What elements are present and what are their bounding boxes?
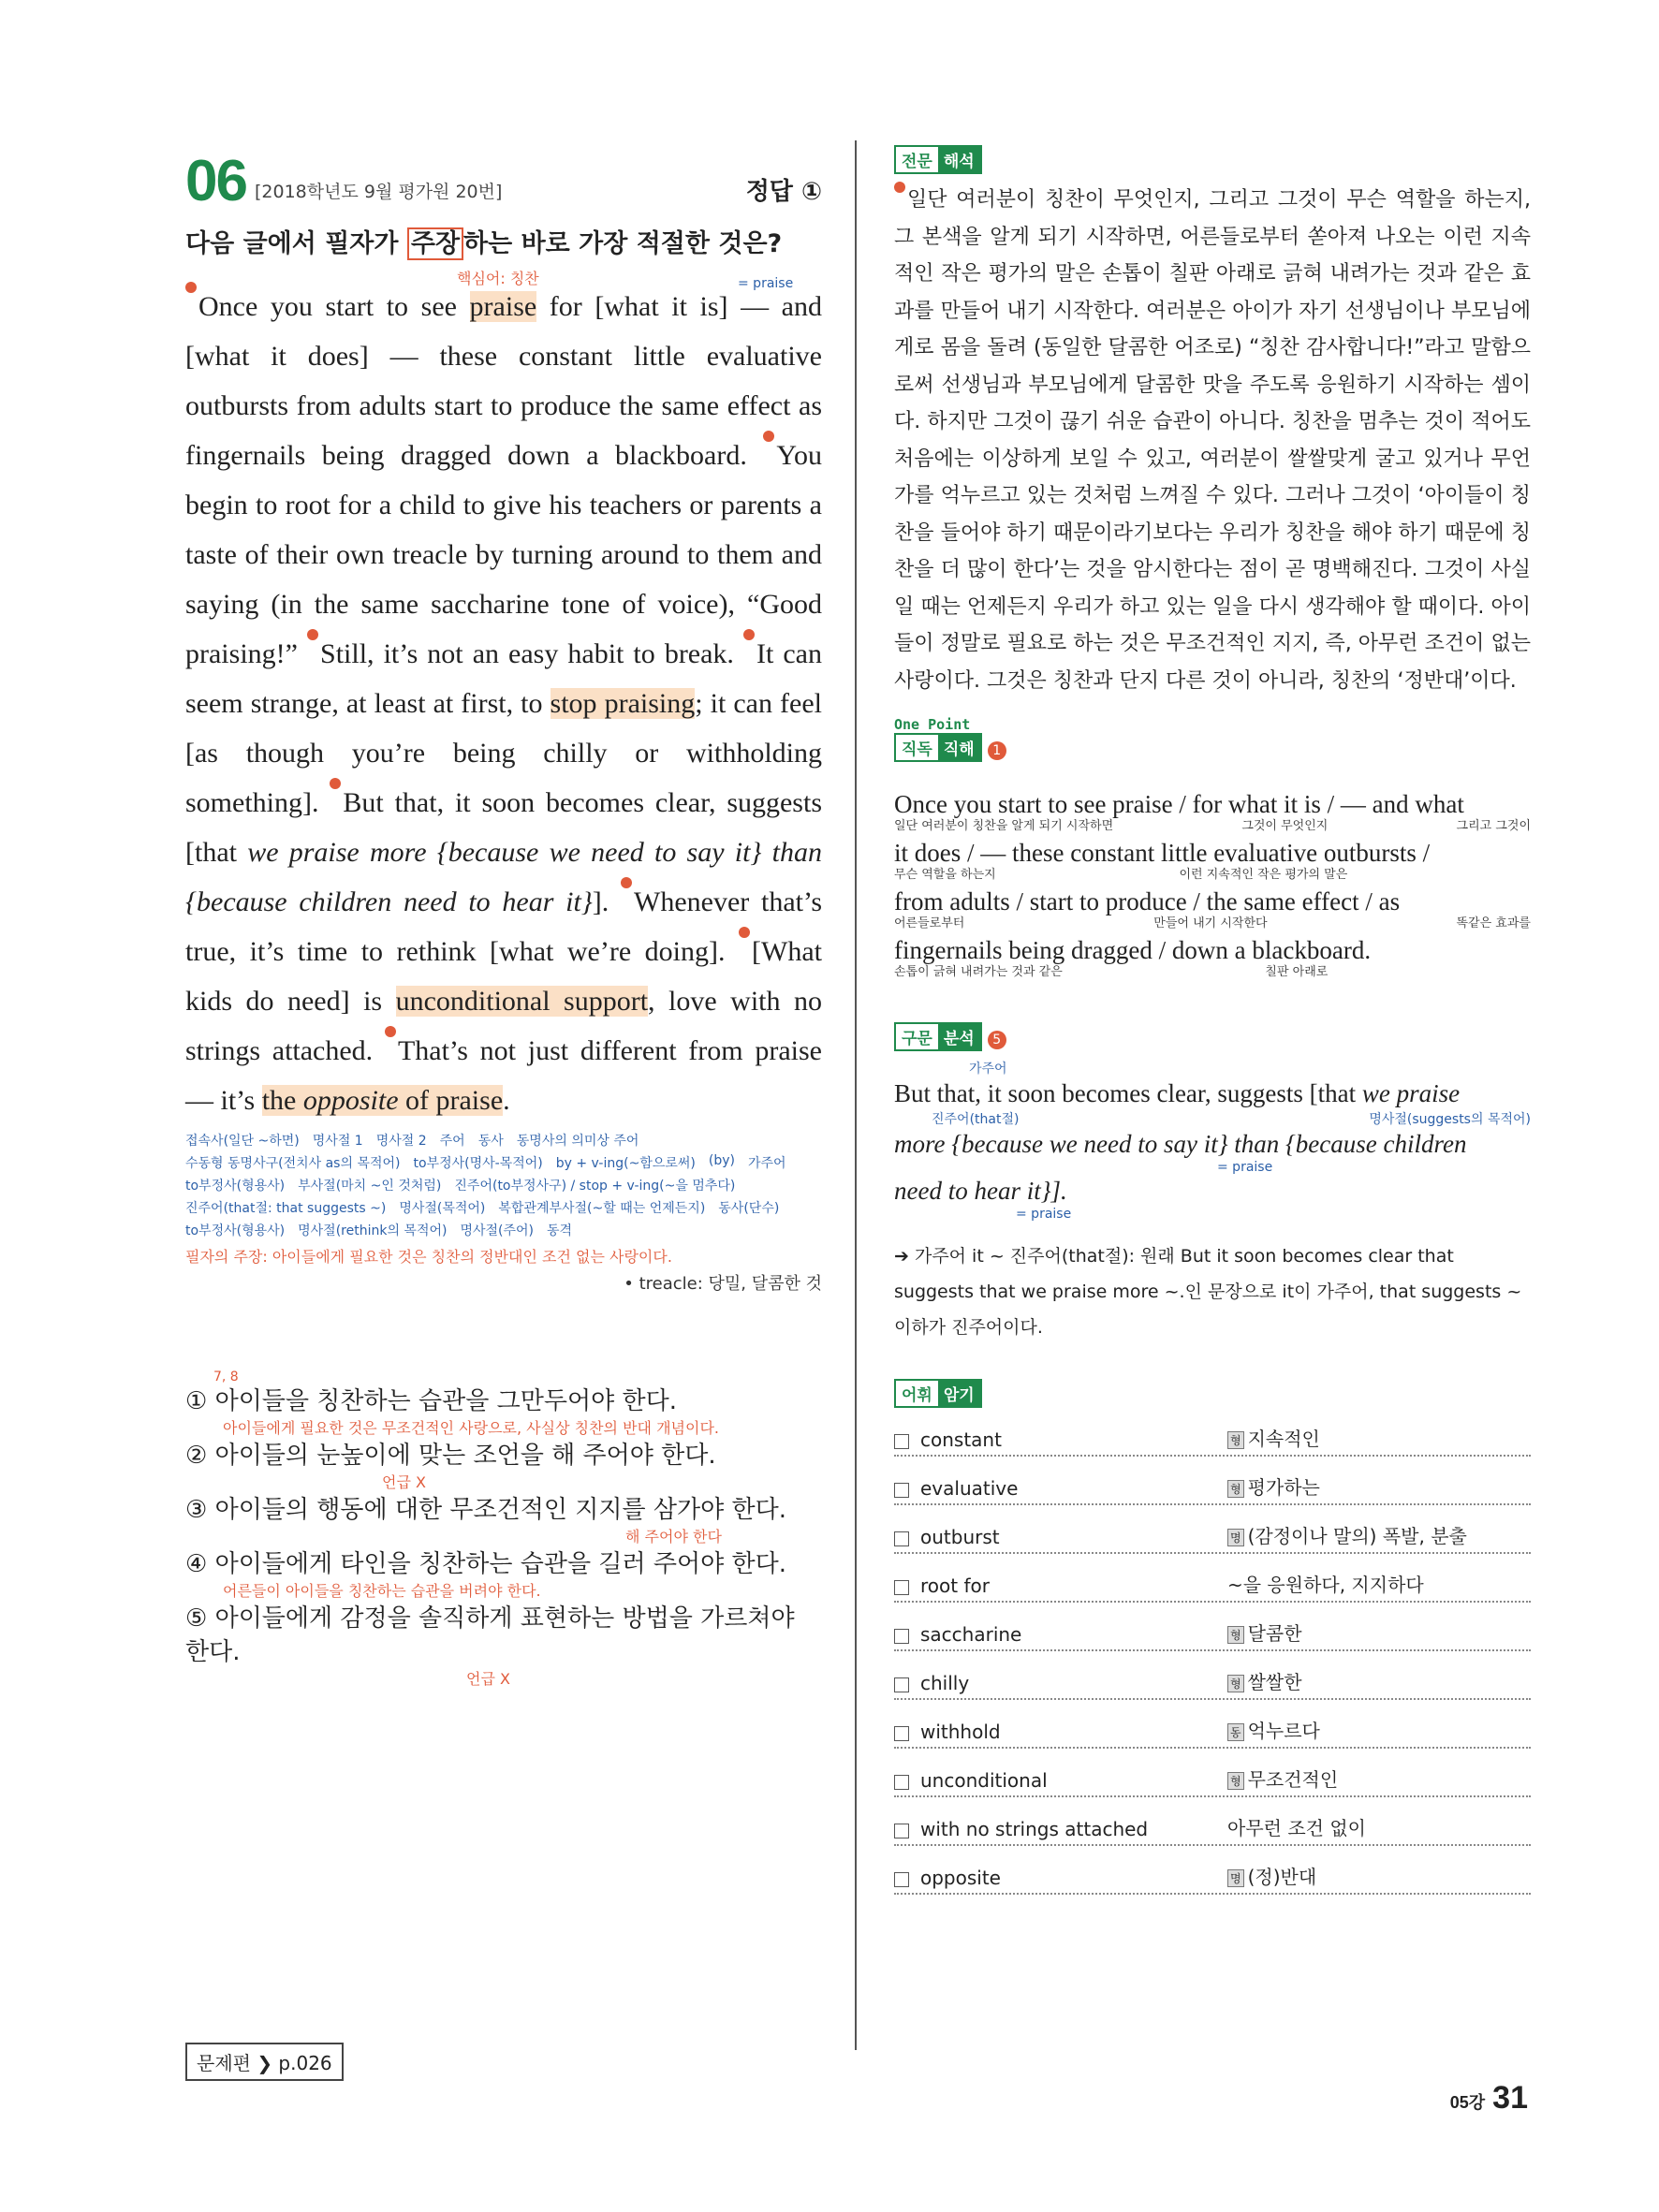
analysis-line-1: But that, it soon becomes clear, suggests [that we praise — [894, 1079, 1461, 1107]
vocab-word-text: with no strings attached — [920, 1818, 1149, 1840]
checkbox-icon[interactable] — [894, 1677, 909, 1692]
analysis-gloss-3: = praise — [1016, 1207, 1072, 1222]
anno-noun-clause2: 명사절 2 — [375, 1134, 427, 1149]
gloss-text: 그리고 그것이 — [1456, 819, 1531, 833]
direct-line: from adults / start to produce / the same effect / as — [894, 887, 1401, 916]
sentence-marker-icon — [330, 778, 341, 789]
sentence-marker-icon — [307, 629, 318, 640]
direct-gloss — [894, 916, 1531, 936]
part-of-speech-badge: 명 — [1227, 1529, 1244, 1546]
problem-page-link[interactable]: 문제편 ❯ p.026 — [185, 2043, 344, 2081]
choice-1-note: 아이들에게 필요한 것은 무조건적인 사랑으로, 사실상 칭찬의 반대 개념이다. — [223, 1419, 719, 1437]
direct-gloss — [894, 964, 1531, 985]
vocab-row — [894, 1408, 1531, 1457]
anno-to-inf-adj2: to부정사(형용사) — [185, 1223, 286, 1238]
part-of-speech-badge: 형 — [1227, 1626, 1244, 1644]
sentence-marker-icon — [743, 629, 755, 640]
anno-to-inf-noun: to부정사(명사-목적어) — [413, 1156, 543, 1171]
eq-praise-note: = praise — [738, 276, 794, 291]
vocab-row — [894, 1505, 1531, 1554]
analysis-explanation: ➔ 가주어 it ~ 진주어(that절): 원래 But it soon becomes clear that suggests that we praise more ~.인 문장으로 it이 가주어, that suggests ~ 이하가 진주어이다. — [894, 1246, 1522, 1338]
vocab-word-text: chilly — [920, 1672, 970, 1694]
checkbox-icon[interactable] — [894, 1483, 909, 1498]
anno-fake-subject: 가주어 — [748, 1156, 786, 1171]
one-point-label: One Point — [894, 716, 971, 733]
vocab-word — [894, 1721, 1227, 1743]
translation-tag: 전문 해석 — [894, 145, 982, 174]
vocab-word-text: constant — [920, 1428, 1002, 1451]
vocab-meaning-text: ~을 응원하다, 지지하다 — [1227, 1574, 1424, 1596]
vocab-meaning — [1227, 1716, 1320, 1743]
anno-noun-rethink: 명사절(rethink의 목적어) — [298, 1223, 448, 1238]
author-claim-note: 필자의 주장: 아이들에게 필요한 것은 칭찬의 정반대인 조건 없는 사랑이다. — [185, 1248, 672, 1266]
vocab-row — [894, 1603, 1531, 1651]
vocab-list — [894, 1408, 1531, 1895]
question-number: 06 — [185, 149, 246, 213]
anno-passive-gerund: 수동형 동명사구(전치사 as의 목적어) — [185, 1156, 401, 1171]
grammar-annotations — [185, 1131, 822, 1239]
italic-clause: we praise more {because we need to say it} than {because children need to hear it} — [185, 837, 822, 917]
vocab-word-text: unconditional — [920, 1769, 1048, 1792]
gloss-text: 만들어 내기 시작한다 — [1153, 916, 1268, 930]
column-divider — [855, 140, 857, 2050]
analysis-fake-subject: 가주어 — [969, 1062, 1007, 1077]
vocab-word-text: saccharine — [920, 1623, 1022, 1646]
anno-appositive: 동격 — [547, 1223, 573, 1238]
question-header — [185, 140, 822, 213]
anno-to-inf-adj: to부정사(형용사) — [185, 1179, 286, 1194]
direct-line: Once you start to see praise / for what it is / — and what — [894, 790, 1464, 818]
vocab-row — [894, 1457, 1531, 1505]
anno-real-subject1: 진주어(to부정사구) / stop + v-ing(~을 멈추다) — [454, 1179, 736, 1194]
page-number: 05강 31 — [1449, 2080, 1528, 2116]
anno-noun-subj: 명사절(주어) — [460, 1223, 535, 1238]
vocab-meaning-text: 무조건적인 — [1247, 1768, 1339, 1791]
choice-3[interactable]: ③ 아이들의 행동에 대한 무조건적인 지지를 삼가야 한다. — [185, 1496, 786, 1524]
direct-number-badge: 1 — [988, 741, 1006, 760]
part-of-speech-badge: 동 — [1227, 1723, 1244, 1741]
direct-line: it does / — these constant little evaluative outbursts / — [894, 839, 1431, 867]
vocab-word — [894, 1623, 1227, 1646]
vocab-meaning-text: 달콤한 — [1247, 1622, 1302, 1645]
part-of-speech-badge: 형 — [1227, 1675, 1244, 1692]
checkbox-icon[interactable] — [894, 1434, 909, 1449]
vocab-meaning-text: 평가하는 — [1247, 1476, 1320, 1499]
anno-adv-clause: 부사절(마치 ~인 것처럼) — [298, 1179, 442, 1194]
direct-header — [894, 733, 1531, 762]
part-of-speech-badge: 형 — [1227, 1431, 1244, 1449]
anno-real-subject2: 진주어(that절: that suggests ~) — [185, 1201, 387, 1216]
vocab-row — [894, 1554, 1531, 1603]
core-word-note: 핵심어: 칭찬 — [457, 270, 539, 287]
sentence-marker-icon — [621, 877, 632, 888]
direct-translation — [894, 790, 1531, 985]
anno-by: (by) — [708, 1153, 735, 1168]
vocab-meaning-text: (정)반대 — [1247, 1866, 1317, 1888]
vocab-word — [894, 1575, 1227, 1597]
vocab-meaning — [1227, 1424, 1320, 1451]
analysis-tag: 구문 분석 — [894, 1022, 982, 1051]
highlight-praise: praise — [469, 291, 537, 322]
lesson-label: 05강 — [1449, 2093, 1486, 2112]
vocab-meaning-text: 쌀쌀한 — [1247, 1671, 1302, 1693]
gloss-text: 일단 여러분이 칭찬을 알게 되기 시작하면 — [894, 819, 1114, 833]
choice-1[interactable]: ① 아이들을 칭찬하는 습관을 그만두어야 한다. — [185, 1387, 677, 1415]
anno-gerund-subject: 동명사의 의미상 주어 — [516, 1134, 639, 1149]
vocab-meaning-text: 지속적인 — [1247, 1428, 1320, 1450]
vocab-word — [894, 1818, 1227, 1840]
checkbox-icon[interactable] — [894, 1775, 909, 1790]
gloss-text: 이런 지속적인 작은 평가의 말은 — [1179, 868, 1348, 882]
choice-2-note: 언급 X — [382, 1473, 426, 1491]
anno-by-ving: by + v-ing(~함으로써) — [555, 1156, 696, 1171]
vocab-word — [894, 1428, 1227, 1451]
checkbox-icon[interactable] — [894, 1872, 909, 1887]
checkbox-icon[interactable] — [894, 1629, 909, 1644]
full-translation: 일단 여러분이 칭찬이 무엇인지, 그리고 그것이 무슨 역할을 하는지, 그 본색을 알게 되기 시작하면, 어른들로부터 쏟아져 나오는 이런 지속적인 작은 평가의 말은 손톱이 칠판 아래로 긁혀 내려가는 것과 같은 효과를 만들어 내기 시작한다. 여러분은 아이가 자기 선생님이나 부모님에게로 몸을 돌려 (동일한 달콤한 어조로) “칭찬 감사합니다!”라고 말함으로써 선생님과 부모님에게 달콤한 맛을 주도록 응원하기 시작하는 셈이다. 하지만 그것이 끊기 쉬운 습관이 아니다. 칭찬을 멈추는 것이 적어도 처음에는 이상하게 보일 수 있고, 여러분이 쌀쌀맞게 굴고 있거나 무언가를 억누르고 있는 것처럼 느껴질 수 있다. 그러나 그것이 ‘아이들이 칭찬을 들어야 하기 때문이라기보다는 우리가 칭찬을 해야 하기 때문에 칭찬을 더 많이 한다’는 것을 암시한다는 점이 곧 명백해진다. 그것이 사실일 때는 언제든지 우리가 하고 있는 일을 다시 생각해야 할 때이다. 아이들이 정말로 필요로 하는 것은 무조건적인 지지, 즉, 아무런 조건이 없는 사랑이다. 그것은 칭찬과 단지 다른 것이 아니라, 칭찬의 ‘정반대’이다. — [894, 182, 1531, 699]
anno-verb: 동사 — [477, 1134, 504, 1149]
vocab-meaning — [1227, 1521, 1467, 1548]
analysis-line-3: need to hear it}]. — [894, 1177, 1067, 1205]
vocab-row — [894, 1797, 1531, 1846]
vocabulary-section — [894, 1379, 1531, 1895]
choice-5-note: 언급 X — [466, 1670, 510, 1688]
vocab-word — [894, 1477, 1227, 1500]
gloss-text: 손톱이 긁혀 내려가는 것과 같은 — [894, 965, 1063, 979]
vocab-word-text: opposite — [920, 1867, 1001, 1889]
checkbox-icon[interactable] — [894, 1580, 909, 1595]
part-of-speech-badge: 명 — [1227, 1869, 1244, 1887]
choice-2[interactable]: ② 아이들의 눈높이에 맞는 조언을 해 주어야 한다. — [185, 1442, 716, 1470]
sentence-marker-icon — [385, 1026, 396, 1037]
vocab-word — [894, 1867, 1227, 1889]
vocab-meaning-text: (감정이나 말의) 폭발, 분출 — [1247, 1525, 1467, 1547]
highlight-unconditional-support: unconditional support — [395, 986, 649, 1017]
checkbox-icon[interactable] — [894, 1824, 909, 1838]
anno-rel-adv: 복합관계부사절(~할 때는 언제든지) — [498, 1201, 706, 1216]
analysis-header — [894, 1022, 1531, 1051]
question-column — [185, 140, 822, 1690]
vocab-meaning-text: 아무런 조건 없이 — [1227, 1817, 1366, 1839]
choice-tag: 7, 8 — [213, 1370, 239, 1384]
anno-noun-obj: 명사절(목적어) — [399, 1201, 486, 1216]
gloss-text: 그것이 무엇인지 — [1241, 819, 1329, 833]
keyword-box: 주장 — [407, 227, 463, 260]
vocab-word — [894, 1672, 1227, 1694]
question-title: 다음 글에서 필자가 주장 하는 바로 가장 적절한 것은? — [185, 229, 783, 258]
answer-choices — [185, 1370, 822, 1690]
vocab-meaning — [1227, 1813, 1366, 1840]
direct-line: fingernails being dragged / down a blackboard. — [894, 936, 1372, 964]
checkbox-icon[interactable] — [894, 1531, 909, 1546]
vocab-tag: 어휘 암기 — [894, 1379, 982, 1408]
syntax-analysis — [894, 1022, 1531, 1345]
choice-5[interactable]: ⑤ 아이들에게 감정을 솔직하게 표현하는 방법을 가르쳐야 한다. — [185, 1604, 795, 1666]
vocab-meaning-text: 억누르다 — [1247, 1720, 1320, 1742]
vocab-row — [894, 1700, 1531, 1749]
vocab-row — [894, 1651, 1531, 1700]
anno-conj: 접속사(일단 ~하면) — [185, 1134, 300, 1149]
vocab-meaning — [1227, 1472, 1320, 1500]
gloss-text: 무슨 역할을 하는지 — [894, 868, 996, 882]
highlight-opposite: the opposite of praise — [261, 1085, 504, 1116]
anno-subject: 주어 — [439, 1134, 465, 1149]
sentence-marker-icon — [763, 431, 774, 442]
vocab-word — [894, 1769, 1227, 1792]
passage: 핵심어: 칭찬 = praise Once you start to see praise for [what it is] — and [what it does] — these constant little evaluative outbursts from adults start to produce the same effect as fingernails being dragged down a blackboard. You begin to root for a child to give his teachers or parents a taste of their own treacle by turning around to them and saying (in the same saccharine tone of voice), “Good praising!” Still, it’s not an easy habit to break. It can seem strange, at least at first, to stop praising; it can feel [as though you’re being chilly or withholding something]. But that, it soon becomes clear, suggests [that we praise more {because we need to say it} than {because children need to hear it}]. Whenever that’s true, it’s time to rethink [what we’re doing]. [What kids do need] is unconditional support, love with no strings attached. That’s not just different from praise — it’s the opposite of praise. — [185, 282, 822, 1125]
anno-verb-single: 동사(단수) — [718, 1201, 780, 1216]
sentence-marker-icon — [894, 182, 905, 193]
sentence-marker-icon — [739, 927, 750, 938]
choice-4[interactable]: ④ 아이들에게 타인을 칭찬하는 습관을 길러 주어야 한다. — [185, 1550, 786, 1578]
part-of-speech-badge: 형 — [1227, 1480, 1244, 1498]
direct-gloss — [894, 867, 1531, 887]
checkbox-icon[interactable] — [894, 1726, 909, 1741]
vocab-footnote: • treacle: 당밀, 달콤한 것 — [624, 1274, 822, 1294]
part-of-speech-badge: 형 — [1227, 1772, 1244, 1790]
analysis-gloss-1: 진주어(that절) 명사절(suggests의 목적어) — [932, 1112, 1531, 1127]
vocab-word-text: root for — [920, 1575, 990, 1597]
anno-noun-clause1: 명사절 1 — [312, 1134, 363, 1149]
vocab-meaning — [1227, 1619, 1302, 1646]
choice-4-note: 어른들이 아이들을 칭찬하는 습관을 버려야 한다. — [223, 1582, 541, 1600]
vocab-word-text: evaluative — [920, 1477, 1019, 1500]
vocab-word-text: outburst — [920, 1526, 1000, 1548]
vocab-meaning — [1227, 1570, 1424, 1597]
vocab-meaning — [1227, 1667, 1302, 1694]
gloss-text: 칠판 아래로 — [1265, 965, 1329, 979]
question-source: [2018학년도 9월 평가원 20번] — [255, 182, 503, 202]
vocab-row — [894, 1846, 1531, 1895]
vocab-word-text: withhold — [920, 1721, 1001, 1743]
choice-3-note: 해 주어야 한다 — [625, 1528, 722, 1545]
highlight-stop-praising: stop praising — [550, 688, 696, 719]
direct-gloss — [894, 818, 1531, 839]
vocab-meaning — [1227, 1765, 1338, 1792]
vocab-word — [894, 1526, 1227, 1548]
analysis-line-2: more {because we need to say it} than {because children — [894, 1130, 1467, 1158]
gloss-text: 똑같은 효과를 — [1456, 916, 1531, 930]
answer-label: 정답 ① — [745, 178, 822, 206]
analysis-gloss-2: = praise — [1217, 1160, 1273, 1175]
gloss-text: 어른들로부터 — [894, 916, 965, 930]
direct-tag: 직독 직해 — [894, 733, 982, 762]
sentence-marker-icon — [185, 282, 197, 293]
analysis-number-badge: 5 — [988, 1031, 1006, 1049]
vocab-meaning — [1227, 1862, 1316, 1889]
vocab-row — [894, 1749, 1531, 1797]
explanation-column — [894, 145, 1531, 1895]
